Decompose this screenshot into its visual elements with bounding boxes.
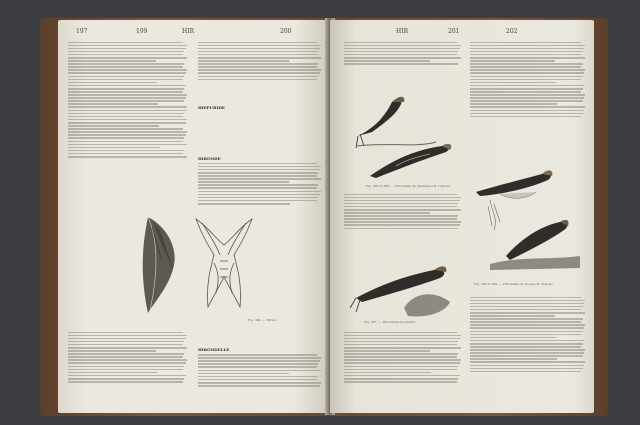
text-line <box>470 82 556 84</box>
right-column-number-1: 201 <box>448 28 460 35</box>
text-line <box>470 303 584 305</box>
swallows-illustration-top <box>356 88 466 180</box>
heading-hironde: HIRONDE <box>198 155 221 161</box>
text-line <box>68 106 187 108</box>
text-line <box>470 51 583 53</box>
left-text-column-1 <box>68 40 188 215</box>
text-line <box>68 57 187 59</box>
left-text-column-2a <box>198 40 322 102</box>
text-line <box>198 382 321 384</box>
text-line <box>470 66 581 68</box>
text-line <box>470 355 583 357</box>
swallows-illustration-right <box>470 160 590 280</box>
text-line <box>344 228 458 230</box>
text-line <box>68 359 187 361</box>
text-line <box>344 45 461 47</box>
text-line <box>68 110 186 112</box>
text-line <box>344 197 461 199</box>
text-line <box>344 372 431 374</box>
left-page <box>58 20 328 413</box>
text-line <box>198 363 318 365</box>
text-line <box>470 88 583 90</box>
text-line <box>344 212 430 214</box>
text-line <box>344 353 458 355</box>
text-line <box>470 110 584 112</box>
text-line <box>344 209 461 211</box>
left-column-number-1: 199 <box>136 28 148 35</box>
text-line <box>198 194 320 196</box>
text-line <box>470 309 581 311</box>
text-line <box>344 200 460 202</box>
text-line <box>344 60 430 62</box>
text-line <box>344 378 458 380</box>
text-line <box>470 97 584 99</box>
text-line <box>68 125 159 127</box>
text-line <box>68 85 186 87</box>
text-line <box>344 203 458 205</box>
text-line <box>68 119 187 121</box>
left-text-column-2-bottom <box>198 330 322 410</box>
text-line <box>470 106 585 108</box>
text-line <box>198 51 318 53</box>
text-line <box>470 113 583 115</box>
text-line <box>68 156 187 158</box>
leech-anatomy-figure <box>196 219 252 307</box>
text-line <box>470 334 581 336</box>
right-text-column-2-bottom <box>470 295 586 410</box>
text-line <box>198 45 321 47</box>
left-text-column-1-bottom <box>68 330 188 410</box>
text-line <box>198 360 320 362</box>
text-line <box>344 381 457 383</box>
text-line <box>68 335 187 337</box>
right-figure-caption-3: Fig. 388 et 389. — Hirondelle de rivage (H. riparia) <box>474 282 553 286</box>
text-line <box>68 122 186 124</box>
left-figure-caption: Fig. 384. — Hirudo <box>248 318 278 322</box>
text-line <box>68 137 184 139</box>
ground <box>490 256 580 270</box>
text-line <box>68 60 156 62</box>
text-line <box>68 153 183 155</box>
left-running-title: HIR <box>182 28 195 35</box>
text-line <box>68 94 187 96</box>
text-line <box>68 372 157 374</box>
text-line <box>198 187 317 189</box>
text-line <box>470 45 585 47</box>
text-line <box>344 356 457 358</box>
text-line <box>344 338 460 340</box>
text-line <box>198 66 317 68</box>
swallow-bird <box>370 144 451 178</box>
text-line <box>470 315 555 317</box>
text-line <box>68 147 160 149</box>
text-line <box>344 48 460 50</box>
text-line <box>198 385 320 387</box>
text-line <box>198 69 321 71</box>
swallow-bird <box>506 220 569 260</box>
leech-illustration <box>136 215 276 325</box>
text-line <box>68 69 187 71</box>
text-line <box>198 175 317 177</box>
left-text-column-2b <box>198 106 322 216</box>
text-line <box>68 103 158 105</box>
text-line <box>68 63 184 65</box>
text-line <box>198 203 290 205</box>
text-line <box>68 66 183 68</box>
right-running-title: HIR <box>396 28 409 35</box>
text-line <box>470 91 581 93</box>
text-line <box>344 57 461 59</box>
reeds <box>488 200 500 230</box>
text-line <box>470 331 583 333</box>
right-page <box>330 20 594 413</box>
text-line <box>198 357 321 359</box>
left-column-number-2: 200 <box>280 28 292 35</box>
text-line <box>68 72 186 74</box>
text-line <box>470 72 584 74</box>
text-line <box>198 169 320 171</box>
text-line <box>470 60 555 62</box>
text-line <box>68 45 187 47</box>
text-line <box>68 362 186 364</box>
text-line <box>68 375 186 377</box>
text-line <box>198 376 318 378</box>
text-line <box>68 82 157 84</box>
text-line <box>470 116 581 118</box>
text-line <box>198 178 321 180</box>
text-line <box>198 54 317 56</box>
text-line <box>344 215 458 217</box>
right-figure-caption-1: Fig. 385 et 386. — Hirondelle de cheminée (H. rustica) <box>366 184 450 188</box>
text-line <box>198 373 289 375</box>
text-line <box>344 218 457 220</box>
text-line <box>68 356 183 358</box>
leech-left-figure <box>143 217 175 313</box>
text-line <box>198 60 289 62</box>
right-text-column-1-top <box>344 40 462 80</box>
text-line <box>68 366 184 368</box>
text-line <box>198 184 318 186</box>
text-line <box>470 306 583 308</box>
swallow-bird <box>356 97 404 148</box>
text-line <box>470 69 585 71</box>
right-page-header <box>330 28 594 38</box>
text-line <box>68 131 187 133</box>
right-text-column-1-mid <box>344 192 462 250</box>
text-line <box>344 350 430 352</box>
text-line <box>470 76 583 78</box>
text-line <box>344 42 457 44</box>
text-line <box>470 48 584 50</box>
text-line <box>470 312 585 314</box>
text-line <box>198 181 289 183</box>
text-line <box>68 353 184 355</box>
text-line <box>198 354 317 356</box>
text-line <box>68 48 186 50</box>
text-line <box>470 371 581 373</box>
text-line <box>470 54 581 56</box>
text-line <box>198 370 321 372</box>
text-line <box>344 63 458 65</box>
right-figure-caption-2: Fig. 387. — Hirondelle de fenêtre <box>364 320 416 324</box>
text-line <box>198 79 317 81</box>
text-line <box>470 321 581 323</box>
text-line <box>470 318 583 320</box>
text-line <box>198 197 318 199</box>
text-line <box>470 343 583 345</box>
text-line <box>68 91 183 93</box>
text-line <box>344 347 461 349</box>
text-line <box>344 375 460 377</box>
text-line <box>68 42 183 44</box>
text-line <box>470 42 581 44</box>
text-line <box>68 134 186 136</box>
text-line <box>68 144 187 146</box>
text-line <box>470 300 585 302</box>
text-line <box>344 362 460 364</box>
text-line <box>470 63 583 65</box>
text-line <box>344 335 461 337</box>
text-line <box>198 63 318 65</box>
text-line <box>198 366 317 368</box>
text-line <box>198 172 318 174</box>
right-text-column-1-bottom <box>344 330 462 410</box>
left-page-number: 197 <box>76 28 88 35</box>
text-line <box>68 381 183 383</box>
heading-hippuride: HIPPURIDE <box>198 106 225 110</box>
right-text-column-2-top <box>470 40 586 158</box>
text-line <box>68 150 184 152</box>
text-line <box>344 194 457 196</box>
text-line <box>68 97 186 99</box>
text-line <box>68 378 184 380</box>
text-line <box>198 72 320 74</box>
text-line <box>470 358 557 360</box>
text-line <box>68 341 184 343</box>
text-line <box>470 103 557 105</box>
branch <box>356 142 436 146</box>
text-line <box>470 94 585 96</box>
text-line <box>198 191 321 193</box>
text-line <box>470 297 581 299</box>
text-line <box>344 366 458 368</box>
swallow-illustration-bottom <box>354 252 464 322</box>
text-line <box>470 324 585 326</box>
text-line <box>344 332 457 334</box>
text-line <box>470 368 583 370</box>
text-line <box>68 338 186 340</box>
text-line <box>344 369 457 371</box>
text-line <box>68 369 183 371</box>
text-line <box>198 57 321 59</box>
text-line <box>198 166 321 168</box>
text-line <box>198 48 320 50</box>
text-line <box>470 349 585 351</box>
right-column-number-2: 202 <box>506 28 518 35</box>
text-line <box>68 88 184 90</box>
text-line <box>68 76 184 78</box>
text-line <box>470 365 584 367</box>
text-line <box>470 337 556 339</box>
text-line <box>470 100 583 102</box>
text-line <box>470 352 584 354</box>
text-line <box>470 361 585 363</box>
left-page-header <box>58 28 328 38</box>
text-line <box>198 42 317 44</box>
text-line <box>470 57 585 59</box>
text-line <box>68 128 183 130</box>
heading-hirondelle: HIRONDELLE <box>198 347 230 352</box>
text-line <box>68 79 183 81</box>
text-line <box>470 327 584 329</box>
text-line <box>344 344 457 346</box>
rock <box>404 294 450 316</box>
swallow-bird <box>476 170 552 198</box>
text-line <box>68 347 187 349</box>
text-line <box>344 54 457 56</box>
text-line <box>344 206 457 208</box>
text-line <box>470 79 581 81</box>
text-line <box>344 224 460 226</box>
text-line <box>68 332 183 334</box>
text-line <box>198 163 317 165</box>
text-line <box>68 350 156 352</box>
text-line <box>198 76 318 78</box>
text-line <box>68 51 184 53</box>
text-line <box>198 200 317 202</box>
text-line <box>198 379 317 381</box>
text-line <box>344 359 461 361</box>
text-line <box>68 344 183 346</box>
text-line <box>68 100 184 102</box>
text-line <box>344 341 458 343</box>
text-line <box>470 340 584 342</box>
text-line <box>344 51 458 53</box>
text-line <box>470 85 584 87</box>
text-line <box>344 221 461 223</box>
text-line <box>68 113 184 115</box>
text-line <box>68 116 183 118</box>
text-line <box>68 54 183 56</box>
text-line <box>470 346 581 348</box>
text-line <box>68 141 183 143</box>
